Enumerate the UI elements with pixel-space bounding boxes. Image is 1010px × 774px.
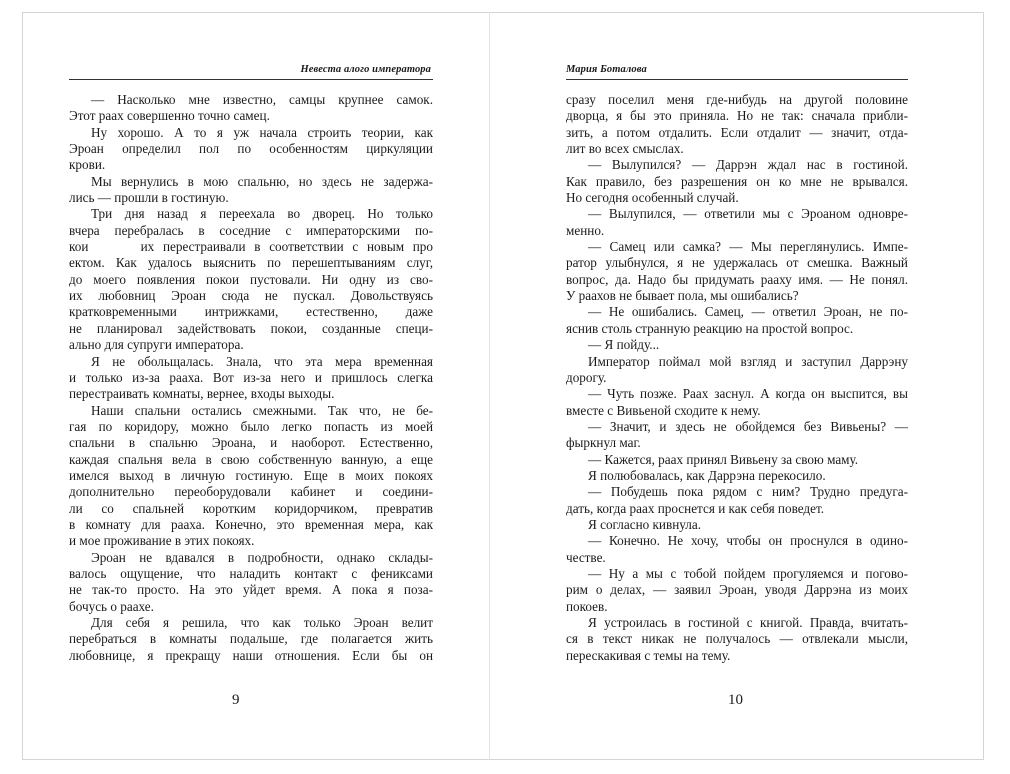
text-line: Ну хорошо. А то я уж начала строить теории, как <box>91 124 433 140</box>
text-line: не так-то просто. На это уйдет время. А пока я поза- <box>69 582 433 598</box>
text-line: Этот раах совершенно точно самец. <box>69 108 270 124</box>
text-line: в комнату для рааха. Конечно, это временная мера, как <box>69 516 433 532</box>
text-line: сразу поселил меня где-нибудь на другой половине <box>566 92 908 107</box>
text-line: и мое проживание в этих покоях. <box>69 533 255 549</box>
text-line: дворца, я бы это приняла. Но не так: сначала прибли- <box>566 108 908 124</box>
text-line: ально для супруги императора. <box>69 337 244 353</box>
text-line: яснив столь странную реакцию на простой вопрос. <box>566 320 854 336</box>
text-line: Я не обольщалась. Знала, что эта мера временная <box>91 353 433 369</box>
text-line: дорогу. <box>566 369 607 385</box>
page-number-left: 9 <box>232 692 240 708</box>
text-line: — Побудешь пока рядом с ним? Трудно предуга- <box>588 484 908 500</box>
text-line: — Вылупился? — Даррэн ждал нас в гостиной. <box>588 157 908 173</box>
text-line: — Ну а мы с тобой пойдем прогуляемся и погово- <box>588 565 908 581</box>
text-line: зить, а потом отдалить. Если отдалит — значит, отда- <box>566 124 908 140</box>
text-line: кратковременными интрижками, естественно, даже <box>69 304 433 320</box>
running-head-left: Невеста алого императора <box>300 64 431 75</box>
text-line: менно. <box>566 222 605 238</box>
text-line: честве. <box>566 549 606 565</box>
text-line: Я полюбовалась, как Даррэна перекосило. <box>588 467 826 483</box>
text-line: — Я пойду... <box>588 337 660 353</box>
text-line: и только из-за рааха. Вот из-за него и пришлось слегка <box>69 369 433 385</box>
left-page <box>22 12 489 760</box>
text-line: Я согласно кивнула. <box>588 516 702 532</box>
running-head-right: Мария Боталова <box>566 64 647 75</box>
text-line: спальни в спальню Эроана, и наоборот. Естественно, <box>69 435 433 451</box>
text-line: Эроан определил пол по особенностям циркуляции <box>69 141 433 157</box>
text-line: — Кажется, раах принял Вивьену за свою маму. <box>588 451 859 467</box>
text-line: кои их перестраивали в соответствии с новым про <box>69 239 433 255</box>
text-line: — Конечно. Не хочу, чтобы он проснулся в одино- <box>588 533 908 549</box>
right-page <box>490 12 984 760</box>
text-line: Эроан не вдавался в подробности, однако склады- <box>91 549 433 565</box>
text-line: дополнительно переоборудовали кабинет и соедини- <box>69 484 433 500</box>
text-line: валось ощущение, что наладить контакт с фениксами <box>69 565 433 581</box>
body-text-right <box>566 92 908 664</box>
header-rule-right <box>566 79 908 80</box>
text-line: — Не ошибались. Самец, — ответил Эроан, не по- <box>588 304 908 320</box>
text-line: их любовниц Эроан сюда не пускал. Довольствуясь <box>69 288 433 304</box>
text-line: крови. <box>69 157 106 173</box>
text-line: — Чуть позже. Раах заснул. А когда он выспится, вы <box>588 386 908 402</box>
text-line: — Насколько мне известно, самцы крупнее самок. <box>91 92 433 107</box>
text-line: вопрос, да. Надо бы придумать рааху имя. — Не понял. <box>566 271 908 287</box>
text-line: до моего появления покои пустовали. Ни одну из сво- <box>69 271 433 287</box>
text-line: не планировал задействовать покои, созданные специ- <box>69 320 433 336</box>
text-line: фыркнул маг. <box>566 435 641 451</box>
text-line: лит во всех смыслах. <box>566 141 684 157</box>
text-line: Наши спальни остались смежными. Так что, не бе- <box>91 402 433 418</box>
text-line: вчера перебралась в соседние с императорскими по- <box>69 222 433 238</box>
text-line: ли со спальней коротким коридорчиком, превратив <box>69 500 433 516</box>
text-line: перестраивать комнаты, вернее, входы выходы. <box>69 386 335 402</box>
text-line: любовнице, я прекращу наши отношения. Если бы он <box>69 647 433 663</box>
text-line: дать, когда раах проснется и как себя поведет. <box>566 500 825 516</box>
text-line: Я устроилась в гостиной с книгой. Правда, вчитать- <box>588 615 908 630</box>
text-line: каждая спальня вела в свою собственную ванную, а еще <box>69 451 433 467</box>
text-line: ектом. Как удалось выяснить по перешептываниям слуг, <box>69 255 433 271</box>
text-line: Как правило, без разрешения он ко мне не врывался. <box>566 173 908 189</box>
text-line: покоев. <box>566 598 608 614</box>
body-text-left <box>69 92 433 664</box>
text-line: рим о делах, — заявил Эроан, уводя Даррэна из моих <box>566 582 908 598</box>
text-line: перескакивая с темы на тему. <box>566 647 731 663</box>
text-line: перебраться в комнаты подальше, где полагается жить <box>69 631 433 647</box>
text-line: — Значит, и здесь не обойдемся без Вивьены? — <box>588 418 908 434</box>
text-line: Для себя я решила, что как только Эроан велит <box>91 615 433 630</box>
text-line: — Самец или самка? — Мы переглянулись. Импе- <box>588 239 908 255</box>
text-line: гая по коридору, можно было легко попасть из моей <box>69 418 433 434</box>
text-line: У раахов не бывает пола, мы ошибались? <box>566 288 799 304</box>
text-line: ратор улыбнулся, я не удержалась от смешка. Важный <box>566 255 908 271</box>
text-line: имелся выход в личную гостиную. Еще в моих покоях <box>69 467 433 483</box>
page-number-right: 10 <box>728 692 743 708</box>
text-line: вместе с Вивьеной сходите к нему. <box>566 402 761 418</box>
text-line: бочусь о раахе. <box>69 598 154 614</box>
text-line: ся в текст никак не получалось — отвлекали мысли, <box>566 631 908 647</box>
text-line: Но сегодня особенный случай. <box>566 190 739 206</box>
text-line: лись — прошли в гостиную. <box>69 190 229 206</box>
text-line: — Вылупился, — ответили мы с Эроаном одновре- <box>588 206 908 222</box>
text-line: Мы вернулись в мою спальню, но здесь не задержа- <box>91 173 433 189</box>
text-line: Три дня назад я переехала во дворец. Но только <box>91 206 433 222</box>
header-rule-left <box>69 79 433 80</box>
text-line: Император поймал мой взгляд и заступил Даррэну <box>588 353 908 369</box>
